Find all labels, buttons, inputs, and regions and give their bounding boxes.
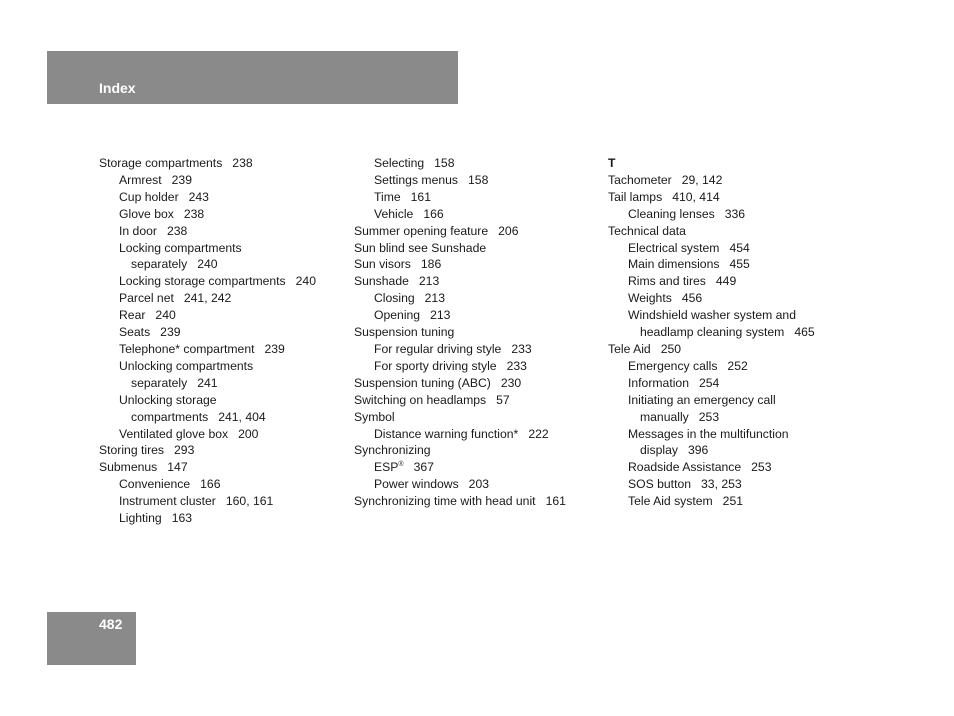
index-term: Vehicle [374, 206, 414, 221]
index-entry [608, 375, 853, 392]
index-entry [608, 307, 853, 324]
index-entry [99, 324, 344, 341]
index-page-ref[interactable]: 206 [498, 223, 519, 238]
index-page-ref[interactable]: 240 [295, 274, 316, 289]
index-entry [354, 324, 599, 341]
index-entry [99, 172, 344, 189]
index-term: Unlocking compartments [119, 358, 254, 373]
index-letter-heading [608, 155, 853, 172]
index-entry [608, 442, 853, 459]
index-page-ref[interactable]: 367 [413, 460, 434, 475]
index-entry [99, 223, 344, 240]
index-entry [99, 442, 344, 459]
index-term: Glove box [119, 206, 174, 221]
index-term: compartments [131, 409, 209, 424]
index-entry [608, 324, 853, 341]
index-entry [608, 493, 853, 510]
index-term: T [608, 156, 616, 170]
index-term: Distance warning function* [374, 426, 519, 441]
index-entry [99, 273, 344, 290]
index-page-ref[interactable]: 410, 414 [672, 189, 720, 204]
index-term: Opening [374, 308, 421, 323]
page-number-box [47, 612, 136, 665]
index-term: Cup holder [119, 189, 179, 204]
index-term: Rims and tires [628, 274, 706, 289]
index-entry [608, 206, 853, 223]
index-page-ref[interactable]: 158 [434, 156, 455, 170]
index-page-ref[interactable]: 455 [729, 257, 750, 272]
index-page-ref[interactable]: 200 [238, 426, 259, 441]
index-column-3 [608, 155, 853, 510]
index-term: Tele Aid [608, 341, 651, 356]
index-entry [608, 273, 853, 290]
index-term: Storage compartments [99, 156, 223, 170]
index-page-ref[interactable]: 222 [528, 426, 549, 441]
index-page-ref[interactable]: 29, 142 [681, 172, 723, 187]
index-term: Technical data [608, 223, 686, 238]
index-term: Power windows [374, 477, 459, 492]
index-page-ref[interactable]: 241, 404 [218, 409, 266, 424]
index-term: Synchronizing time with head unit [354, 494, 536, 509]
index-page-ref[interactable]: 213 [418, 274, 440, 289]
header-bar [47, 51, 458, 104]
index-entry [608, 392, 853, 409]
index-page-ref[interactable]: 456 [681, 291, 703, 306]
index-entry [354, 256, 599, 273]
index-entry [354, 442, 599, 459]
index-page-ref[interactable]: 238 [232, 156, 253, 170]
index-entry [99, 240, 344, 257]
index-page-ref[interactable]: 160, 161 [225, 494, 274, 509]
index-entry [99, 476, 344, 493]
index-term: Submenus [99, 460, 158, 475]
index-page-ref[interactable]: 251 [722, 494, 744, 509]
index-term: Settings menus [374, 172, 459, 187]
index-term: Emergency calls [628, 358, 718, 373]
index-page-ref[interactable]: 465 [794, 325, 815, 340]
index-entry [608, 426, 853, 443]
index-page-ref[interactable]: 241 [197, 375, 218, 390]
index-page-ref[interactable]: 250 [660, 341, 682, 356]
index-term: Locking compartments [119, 240, 242, 255]
index-term: Lighting [119, 511, 162, 526]
index-term: Rear [119, 308, 146, 323]
index-entry [354, 341, 599, 358]
index-term: Sun visors [354, 257, 411, 272]
index-entry [99, 375, 344, 392]
index-entry [608, 172, 853, 189]
index-entry [99, 290, 344, 307]
index-term: separately [131, 257, 188, 272]
index-entry [608, 341, 853, 358]
index-term: Suspension tuning (ABC) [354, 375, 491, 390]
index-page-ref[interactable]: 158 [468, 172, 489, 187]
index-term: Summer opening feature [354, 223, 489, 238]
index-page-ref[interactable]: 239 [171, 172, 192, 187]
index-entry [354, 375, 599, 392]
index-term: Sunshade [354, 274, 409, 289]
index-entry [99, 341, 344, 358]
index-term: Electrical system [628, 240, 720, 255]
index-entry [608, 409, 853, 426]
index-term: Main dimensions [628, 257, 720, 272]
index-page-ref[interactable]: 253 [751, 460, 772, 475]
index-term: display [640, 443, 678, 458]
index-entry [354, 409, 599, 426]
index-term: Convenience [119, 477, 191, 492]
index-term: Unlocking storage [119, 392, 217, 407]
index-page-ref[interactable]: 243 [188, 189, 209, 204]
index-term: Parcel net [119, 291, 174, 306]
index-page-ref[interactable]: 449 [715, 274, 737, 289]
index-page-ref[interactable]: 186 [420, 257, 442, 272]
page-number: 482 [99, 616, 123, 632]
index-entry [354, 426, 599, 443]
index-entry [608, 290, 853, 307]
index-page-ref[interactable]: 336 [724, 206, 746, 221]
index-entry [99, 307, 344, 324]
index-term: For regular driving style [374, 341, 502, 356]
index-page-ref[interactable]: 238 [166, 223, 188, 238]
index-term: manually [640, 409, 689, 424]
index-entry [354, 493, 599, 510]
index-entry [354, 392, 599, 409]
index-page-ref[interactable]: 166 [200, 477, 221, 492]
index-entry [99, 459, 344, 476]
index-entry [354, 223, 599, 240]
index-term: Suspension tuning [354, 325, 455, 340]
index-entry [99, 493, 344, 510]
index-page-ref[interactable]: 239 [264, 341, 285, 356]
index-page-ref[interactable]: 161 [410, 189, 431, 204]
index-term: Selecting [374, 156, 425, 170]
index-entry [608, 189, 853, 206]
index-term: Locking storage compartments [119, 274, 286, 289]
index-term: In door [119, 223, 157, 238]
index-entry [354, 290, 599, 307]
index-entry [354, 307, 599, 324]
index-page-ref[interactable]: 253 [698, 409, 720, 424]
index-page-ref[interactable]: 241, 242 [183, 291, 232, 306]
index-page-ref[interactable]: 240 [155, 308, 176, 323]
index-page-ref[interactable]: 252 [727, 358, 748, 373]
index-entry [354, 155, 599, 172]
index-term: Tele Aid system [628, 494, 713, 509]
index-entry [608, 223, 853, 240]
index-entry [608, 476, 853, 493]
index-term: Switching on headlamps [354, 392, 487, 407]
index-entry [99, 392, 344, 409]
index-page-ref[interactable]: 233 [506, 358, 527, 373]
index-term: Storing tires [99, 443, 165, 458]
index-entry [354, 273, 599, 290]
index-column-1 [99, 155, 344, 527]
index-page-ref[interactable]: 163 [171, 511, 193, 526]
index-page-ref[interactable]: 33, 253 [701, 477, 742, 492]
index-page-ref[interactable]: 147 [167, 460, 188, 475]
index-page-ref[interactable]: 238 [183, 206, 205, 221]
index-term: Ventilated glove box [119, 426, 229, 441]
index-page-ref[interactable]: 213 [430, 308, 451, 323]
index-page-ref[interactable]: 396 [687, 443, 709, 458]
index-entry [354, 459, 599, 476]
index-term: Armrest [119, 172, 162, 187]
index-entry [99, 206, 344, 223]
index-term: Information [628, 375, 689, 390]
index-term: Messages in the multifunction [628, 426, 789, 441]
index-page-ref[interactable]: 254 [698, 375, 720, 390]
index-column-2 [354, 155, 599, 510]
index-page-ref[interactable]: 233 [511, 341, 532, 356]
index-term: headlamp cleaning system [640, 325, 785, 340]
index-entry [608, 240, 853, 257]
index-term: Windshield washer system and [628, 308, 796, 323]
index-term: Tachometer [608, 172, 672, 187]
index-page-ref[interactable]: 240 [197, 257, 218, 272]
page-title: Index [99, 80, 136, 96]
index-entry [354, 358, 599, 375]
index-entry [354, 240, 599, 257]
index-term: Tail lamps [608, 189, 663, 204]
index-entry [99, 426, 344, 443]
index-entry [354, 476, 599, 493]
index-term: Time [374, 189, 401, 204]
index-entry [99, 189, 344, 206]
index-entry [608, 459, 853, 476]
index-term: Weights [628, 291, 672, 306]
index-term: Symbol [354, 409, 395, 424]
index-page-ref[interactable]: 166 [423, 206, 444, 221]
registered-mark: ® [398, 461, 404, 469]
index-entry [608, 256, 853, 273]
index-entry [608, 358, 853, 375]
index-term: SOS button [628, 477, 692, 492]
index-entry [99, 155, 344, 172]
index-term: Closing [374, 291, 415, 306]
index-page-ref[interactable]: 57 [496, 392, 510, 407]
index-term: Cleaning lenses [628, 206, 715, 221]
index-entry [99, 256, 344, 273]
index-term: Telephone* compartment [119, 341, 255, 356]
index-entry [354, 206, 599, 223]
index-entry [99, 510, 344, 527]
index-page-ref[interactable]: 203 [468, 477, 490, 492]
index-term: Synchronizing [354, 443, 431, 458]
index-entry [354, 172, 599, 189]
index-term: Sun blind see Sunshade [354, 240, 487, 255]
index-page-ref[interactable]: 293 [174, 443, 195, 458]
index-term: ESP [374, 460, 399, 475]
index-page-ref[interactable]: 230 [500, 375, 522, 390]
index-page-ref[interactable]: 239 [160, 325, 181, 340]
index-entry [99, 358, 344, 375]
index-page-ref[interactable]: 213 [424, 291, 445, 306]
index-term: Initiating an emergency call [628, 392, 776, 407]
index-term: Seats [119, 325, 151, 340]
index-term: separately [131, 375, 188, 390]
index-entry [99, 409, 344, 426]
index-term: Instrument cluster [119, 494, 216, 509]
index-term: Roadside Assistance [628, 460, 742, 475]
index-entry [354, 189, 599, 206]
index-page-ref[interactable]: 161 [545, 494, 566, 509]
index-page-ref[interactable]: 454 [729, 240, 750, 255]
index-term: For sporty driving style [374, 358, 497, 373]
